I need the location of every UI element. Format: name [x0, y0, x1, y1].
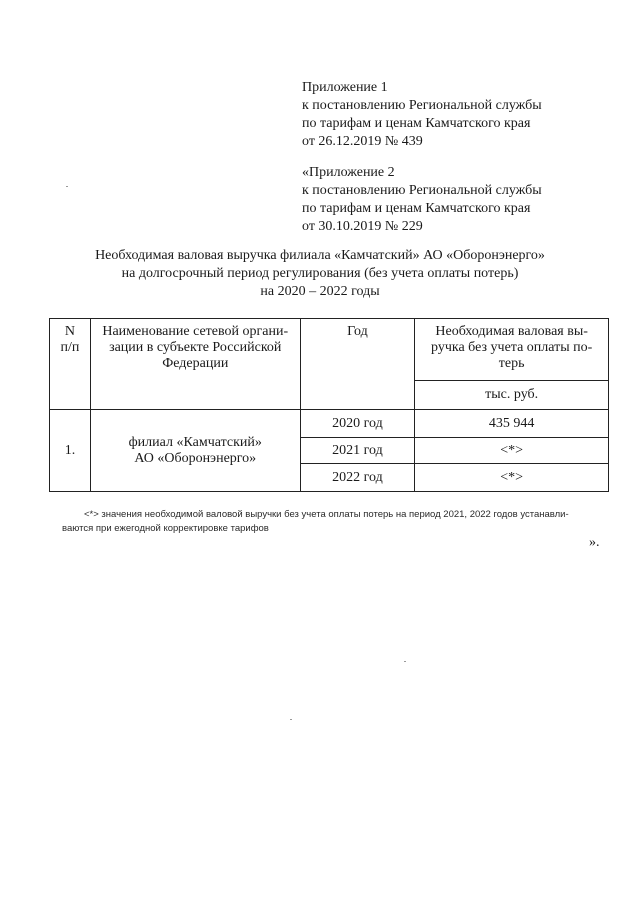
appendix-2-header	[302, 165, 602, 235]
header-revenue-line: ручка без учета оплаты по-	[431, 340, 593, 355]
appendix-1-date: от 26.12.2019 № 439	[302, 134, 423, 149]
appendix-1-header	[302, 80, 602, 150]
row-year: 2022 год	[332, 469, 383, 485]
row-value: <*>	[500, 442, 524, 458]
row-year: 2021 год	[332, 442, 383, 458]
row-year: 2020 год	[332, 415, 383, 431]
appendix-1-line: к постановлению Региональной службы	[302, 98, 542, 113]
row-year-cell	[300, 438, 415, 464]
footnote	[62, 508, 608, 536]
header-year-label: Год	[347, 324, 368, 339]
table-header-row	[50, 319, 609, 381]
appendix-1-line: по тарифам и ценам Камчатского края	[302, 116, 531, 131]
scan-speck	[290, 719, 292, 720]
table-row	[50, 410, 609, 438]
header-revenue-line: Необходимая валовая вы-	[435, 324, 588, 339]
appendix-2-line: к постановлению Региональной службы	[302, 183, 542, 198]
footnote-line: <*> значения необходимой валовой выручки без учета оплаты потерь на период 2021, 2022 годов устанавли-	[84, 509, 569, 520]
header-revenue-line: терь	[498, 356, 525, 371]
scan-speck	[404, 661, 406, 662]
header-unit-label: тыс. руб.	[485, 387, 539, 402]
header-organization-line: Наименование сетевой органи-	[102, 324, 289, 339]
appendix-2-date: от 30.10.2019 № 229	[302, 219, 423, 234]
header-revenue-cell	[415, 319, 609, 381]
revenue-table	[49, 318, 609, 492]
title-line: на долгосрочный период регулирования (без учета оплаты потерь)	[121, 266, 519, 281]
header-number-line: п/п	[60, 340, 80, 355]
appendix-1-title: Приложение 1	[302, 80, 388, 95]
row-organization-line: АО «Оборонэнерго»	[134, 450, 257, 466]
header-unit-cell	[415, 381, 609, 410]
closing-quote: ».	[589, 535, 600, 550]
title-line: Необходимая валовая выручка филиала «Камчатский» АО «Оборонэнерго»	[95, 248, 545, 263]
header-organization-line: зации в субъекте Российской	[109, 340, 282, 355]
row-value: <*>	[500, 469, 524, 485]
row-year-cell	[300, 464, 415, 492]
row-year-cell	[300, 410, 415, 438]
appendix-2-line: по тарифам и ценам Камчатского края	[302, 201, 531, 216]
row-number: 1.	[64, 442, 76, 458]
header-year-cell	[300, 319, 415, 410]
row-number-cell	[50, 410, 91, 492]
appendix-2-title: «Приложение 2	[302, 165, 395, 180]
row-organization-cell	[90, 410, 300, 492]
row-organization-line: филиал «Камчатский»	[128, 434, 262, 450]
header-number-line: N	[64, 324, 76, 339]
title-line: на 2020 – 2022 годы	[260, 284, 380, 299]
row-value: 435 944	[488, 415, 535, 431]
footnote-line: ваются при ежегодной корректировке тарифов	[62, 523, 269, 534]
header-number-cell	[50, 319, 91, 410]
row-value-cell	[415, 410, 609, 438]
scan-speck	[66, 186, 68, 187]
document-title	[0, 248, 640, 300]
row-value-cell	[415, 438, 609, 464]
row-value-cell	[415, 464, 609, 492]
header-organization-line: Федерации	[162, 356, 229, 371]
header-organization-cell	[90, 319, 300, 410]
